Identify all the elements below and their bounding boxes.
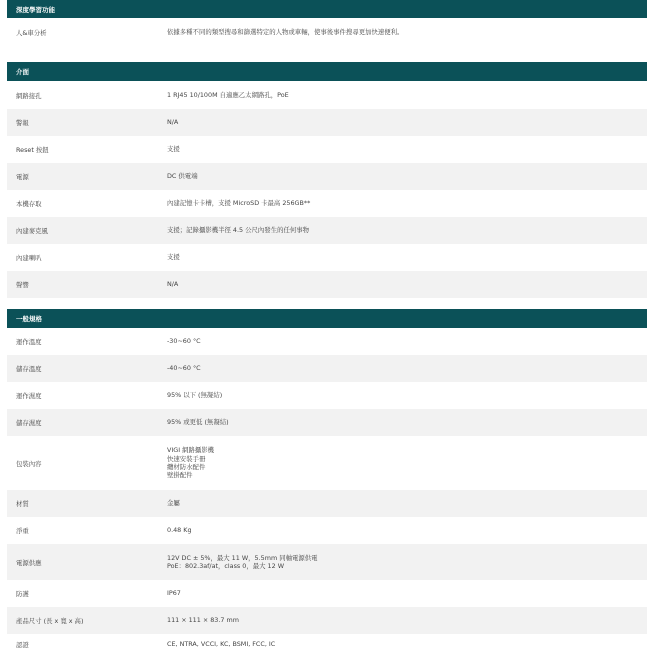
spec-label: 運作溫度 (16, 338, 42, 346)
spec-value (167, 446, 647, 480)
spec-row (7, 190, 647, 217)
spec-label: 電源 (16, 173, 29, 181)
spec-row (7, 163, 647, 190)
spec-row (7, 544, 647, 580)
spec-value: IP67 (167, 589, 181, 598)
spec-value: N/A (167, 118, 179, 127)
spec-value: 1 RJ45 10/100M 自適應乙太網路孔，PoE (167, 90, 289, 99)
spec-row (7, 271, 647, 298)
spec-row (7, 580, 647, 607)
spec-label: Reset 按鈕 (16, 146, 49, 154)
spec-value: 內建記憶卡卡槽，支援 MicroSD 卡最高 256GB** (167, 199, 311, 208)
spec-row (7, 136, 647, 163)
spec-row (7, 81, 647, 109)
spec-value: 95% 或更低 (無凝結) (167, 418, 229, 427)
section-title: 介面 (16, 68, 29, 76)
spec-row (7, 607, 647, 634)
section-header-general (7, 309, 647, 328)
spec-label: 網路接孔 (16, 91, 42, 100)
spec-value: 依據多種不同的類型搜尋和篩選特定的人物或車輛，使事後事件搜尋更加快速便利。 (167, 27, 404, 36)
package-item: VIGI 網路攝影機 (167, 446, 215, 455)
spec-value: 支援；記錄攝影機半徑 4.5 公尺內發生的任何事物 (167, 226, 310, 235)
spec-row (7, 244, 647, 271)
spec-label: 儲存濕度 (16, 419, 42, 427)
spec-label: 認證 (16, 640, 29, 649)
spec-row (7, 217, 647, 244)
spec-value: -40~60 °C (167, 364, 201, 373)
spec-label: 儲存溫度 (16, 365, 42, 373)
spec-label: 產品尺寸 (長 x 寬 x 高) (16, 617, 84, 625)
spec-label: 本機存取 (16, 200, 42, 208)
spec-label: 內建麥克風 (16, 227, 48, 235)
spec-value (167, 554, 647, 571)
spec-row (7, 328, 647, 355)
power-line: 12V DC ± 5%，最大 11 W，5.5mm 同軸電源供電 (167, 553, 318, 562)
spec-value: 0.48 Kg (167, 526, 192, 535)
spec-label: 人&車分析 (16, 28, 47, 37)
spec-row (7, 409, 647, 436)
spec-label: 防護 (16, 590, 29, 598)
spec-label: 警報 (16, 119, 29, 127)
spec-value: N/A (167, 280, 179, 289)
section-header-interface (7, 62, 647, 81)
package-item: 纜材防水配件 (167, 463, 206, 471)
spec-row (7, 490, 647, 517)
power-line: PoE：802.3af/at，class 0，最大 12 W (167, 562, 285, 570)
section-title: 深度學習功能 (16, 5, 55, 14)
spec-label: 聲響 (16, 281, 29, 289)
spec-label: 內建喇叭 (16, 254, 42, 262)
package-item: 快速安裝手冊 (167, 454, 206, 463)
spec-row (7, 436, 647, 490)
spec-row (7, 517, 647, 544)
spec-value: DC 供電端 (167, 172, 198, 181)
spec-row (7, 109, 647, 136)
spec-value: 111 × 111 × 83.7 mm (167, 616, 239, 625)
spec-value: CE, NTRA, VCCI, KC, BSMI, FCC, IC (167, 639, 276, 648)
spec-value: 95% 以下 (無凝結) (167, 391, 223, 400)
spec-label: 淨重 (16, 527, 29, 535)
spec-value: 支援 (167, 253, 180, 262)
spec-label: 包裝內容 (16, 459, 42, 468)
spec-row (7, 634, 647, 654)
spec-row (7, 355, 647, 382)
spec-value: 金屬 (167, 499, 180, 508)
section-title: 一般規格 (16, 315, 42, 323)
spec-row (7, 18, 647, 46)
spec-label: 材質 (16, 500, 29, 508)
spec-value: -30~60 °C (167, 337, 201, 346)
spec-label: 電源供應 (16, 558, 42, 567)
package-item: 壁掛配件 (167, 471, 193, 480)
spec-row (7, 382, 647, 409)
spec-label: 運作濕度 (16, 392, 42, 400)
spec-value: 支援 (167, 145, 180, 154)
section-header-deep-learning (7, 0, 647, 18)
